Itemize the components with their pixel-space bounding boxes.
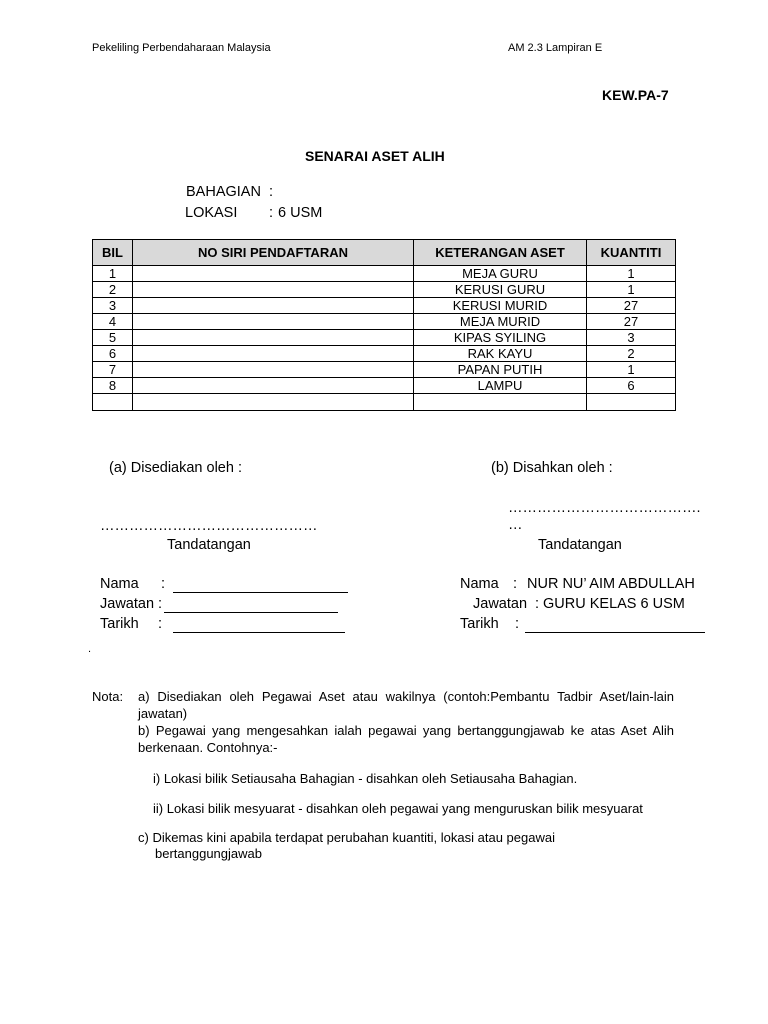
approved-by-signature-line-cont: … — [508, 517, 523, 533]
cell-kuantiti: 1 — [587, 266, 676, 282]
lokasi-label: LOKASI — [185, 205, 238, 221]
header-left: Pekeliling Perbendaharaan Malaysia — [92, 42, 271, 54]
prepared-nama-colon: : — [161, 576, 166, 592]
cell-keterangan: RAK KAYU — [414, 346, 587, 362]
table-row — [93, 362, 676, 378]
cell-bil: 3 — [93, 298, 133, 314]
table-row — [93, 314, 676, 330]
cell-no-siri — [133, 346, 414, 362]
prepared-jawatan-label: Jawatan — [100, 596, 155, 612]
prepared-by-heading: (a) Disediakan oleh : — [109, 460, 242, 476]
cell-keterangan — [414, 394, 587, 411]
cell-kuantiti: 27 — [587, 298, 676, 314]
cell-kuantiti: 27 — [587, 314, 676, 330]
cell-kuantiti: 6 — [587, 378, 676, 394]
cell-no-siri — [133, 362, 414, 378]
page-title: SENARAI ASET ALIH — [305, 148, 445, 164]
cell-keterangan: PAPAN PUTIH — [414, 362, 587, 378]
asset-table — [92, 239, 676, 411]
cell-bil: 7 — [93, 362, 133, 378]
approved-by-signature-label: Tandatangan — [538, 537, 622, 553]
cell-no-siri — [133, 282, 414, 298]
cell-no-siri — [133, 378, 414, 394]
approved-nama-label: Nama — [460, 576, 499, 592]
prepared-tarikh-field[interactable] — [173, 616, 345, 633]
table-row — [93, 330, 676, 346]
cell-no-siri — [133, 298, 414, 314]
approved-tarikh-colon: : — [515, 616, 520, 632]
col-keterangan-header: KETERANGAN ASET — [414, 240, 587, 266]
cell-bil: 4 — [93, 314, 133, 330]
cell-kuantiti: 2 — [587, 346, 676, 362]
bahagian-colon: : — [269, 184, 274, 200]
stray-mark: . — [88, 643, 92, 655]
approved-by-signature-line: …………………………………. — [508, 500, 701, 516]
cell-kuantiti — [587, 394, 676, 411]
cell-no-siri — [133, 266, 414, 282]
cell-keterangan: MEJA GURU — [414, 266, 587, 282]
prepared-by-signature-line: ……………………………………… — [100, 518, 318, 534]
note-c-cont: bertanggungjawab — [155, 846, 262, 861]
cell-keterangan: KERUSI MURID — [414, 298, 587, 314]
cell-keterangan: MEJA MURID — [414, 314, 587, 330]
prepared-tarikh-label: Tarikh — [100, 616, 139, 632]
cell-bil: 2 — [93, 282, 133, 298]
lokasi-colon: : — [269, 205, 274, 221]
lokasi-value: 6 USM — [278, 205, 323, 221]
table-header-row — [93, 240, 676, 266]
cell-bil: 8 — [93, 378, 133, 394]
prepared-jawatan-field[interactable] — [164, 596, 338, 613]
note-b-ii: ii) Lokasi bilik mesyuarat - disahkan oleh pegawai yang menguruskan bilik mesyuarat — [153, 801, 643, 816]
table-row — [93, 266, 676, 282]
col-bil-header: BIL — [93, 240, 133, 266]
approved-jawatan-value: GURU KELAS 6 USM — [543, 596, 685, 612]
table-row — [93, 298, 676, 314]
cell-bil — [93, 394, 133, 411]
approved-by-heading: (b) Disahkan oleh : — [491, 460, 613, 476]
col-no-siri-header: NO SIRI PENDAFTARAN — [133, 240, 414, 266]
cell-bil: 1 — [93, 266, 133, 282]
cell-no-siri — [133, 314, 414, 330]
prepared-by-signature-label: Tandatangan — [167, 537, 251, 553]
table-row — [93, 282, 676, 298]
cell-keterangan: LAMPU — [414, 378, 587, 394]
cell-no-siri — [133, 394, 414, 411]
cell-keterangan: KIPAS SYILING — [414, 330, 587, 346]
approved-jawatan-colon: : — [535, 596, 540, 612]
cell-keterangan: KERUSI GURU — [414, 282, 587, 298]
bahagian-label: BAHAGIAN — [186, 184, 261, 200]
cell-kuantiti: 1 — [587, 282, 676, 298]
cell-bil: 5 — [93, 330, 133, 346]
form-code: KEW.PA-7 — [602, 87, 669, 103]
approved-tarikh-field[interactable] — [525, 616, 705, 633]
header-right: AM 2.3 Lampiran E — [508, 42, 603, 54]
notes-label: Nota: — [92, 689, 124, 704]
prepared-nama-label: Nama — [100, 576, 139, 592]
table-row — [93, 378, 676, 394]
approved-nama-colon: : — [513, 576, 518, 592]
note-b-i: i) Lokasi bilik Setiausaha Bahagian - disahkan oleh Setiausaha Bahagian. — [153, 771, 578, 786]
note-c: c) Dikemas kini apabila terdapat perubahan kuantiti, lokasi atau pegawai — [138, 830, 555, 845]
approved-tarikh-label: Tarikh — [460, 616, 499, 632]
note-a: a) Disediakan oleh Pegawai Aset atau wakilnya (contoh:Pembantu Tadbir Aset/lain-lain jawatan) — [138, 689, 674, 721]
prepared-tarikh-colon: : — [158, 616, 163, 632]
table-row — [93, 346, 676, 362]
cell-bil: 6 — [93, 346, 133, 362]
prepared-nama-field[interactable] — [173, 576, 348, 593]
approved-jawatan-label: Jawatan — [473, 596, 528, 612]
cell-kuantiti: 1 — [587, 362, 676, 378]
note-b: b) Pegawai yang mengesahkan ialah pegawai yang bertanggungjawab ke atas Aset Alih berkenaan. Contohnya:- — [138, 723, 674, 755]
cell-kuantiti: 3 — [587, 330, 676, 346]
col-kuantiti-header: KUANTITI — [587, 240, 676, 266]
cell-no-siri — [133, 330, 414, 346]
prepared-jawatan-colon: : — [158, 596, 163, 612]
table-row-empty — [93, 394, 676, 411]
approved-nama-value: NUR NU’ AIM ABDULLAH — [527, 576, 695, 592]
